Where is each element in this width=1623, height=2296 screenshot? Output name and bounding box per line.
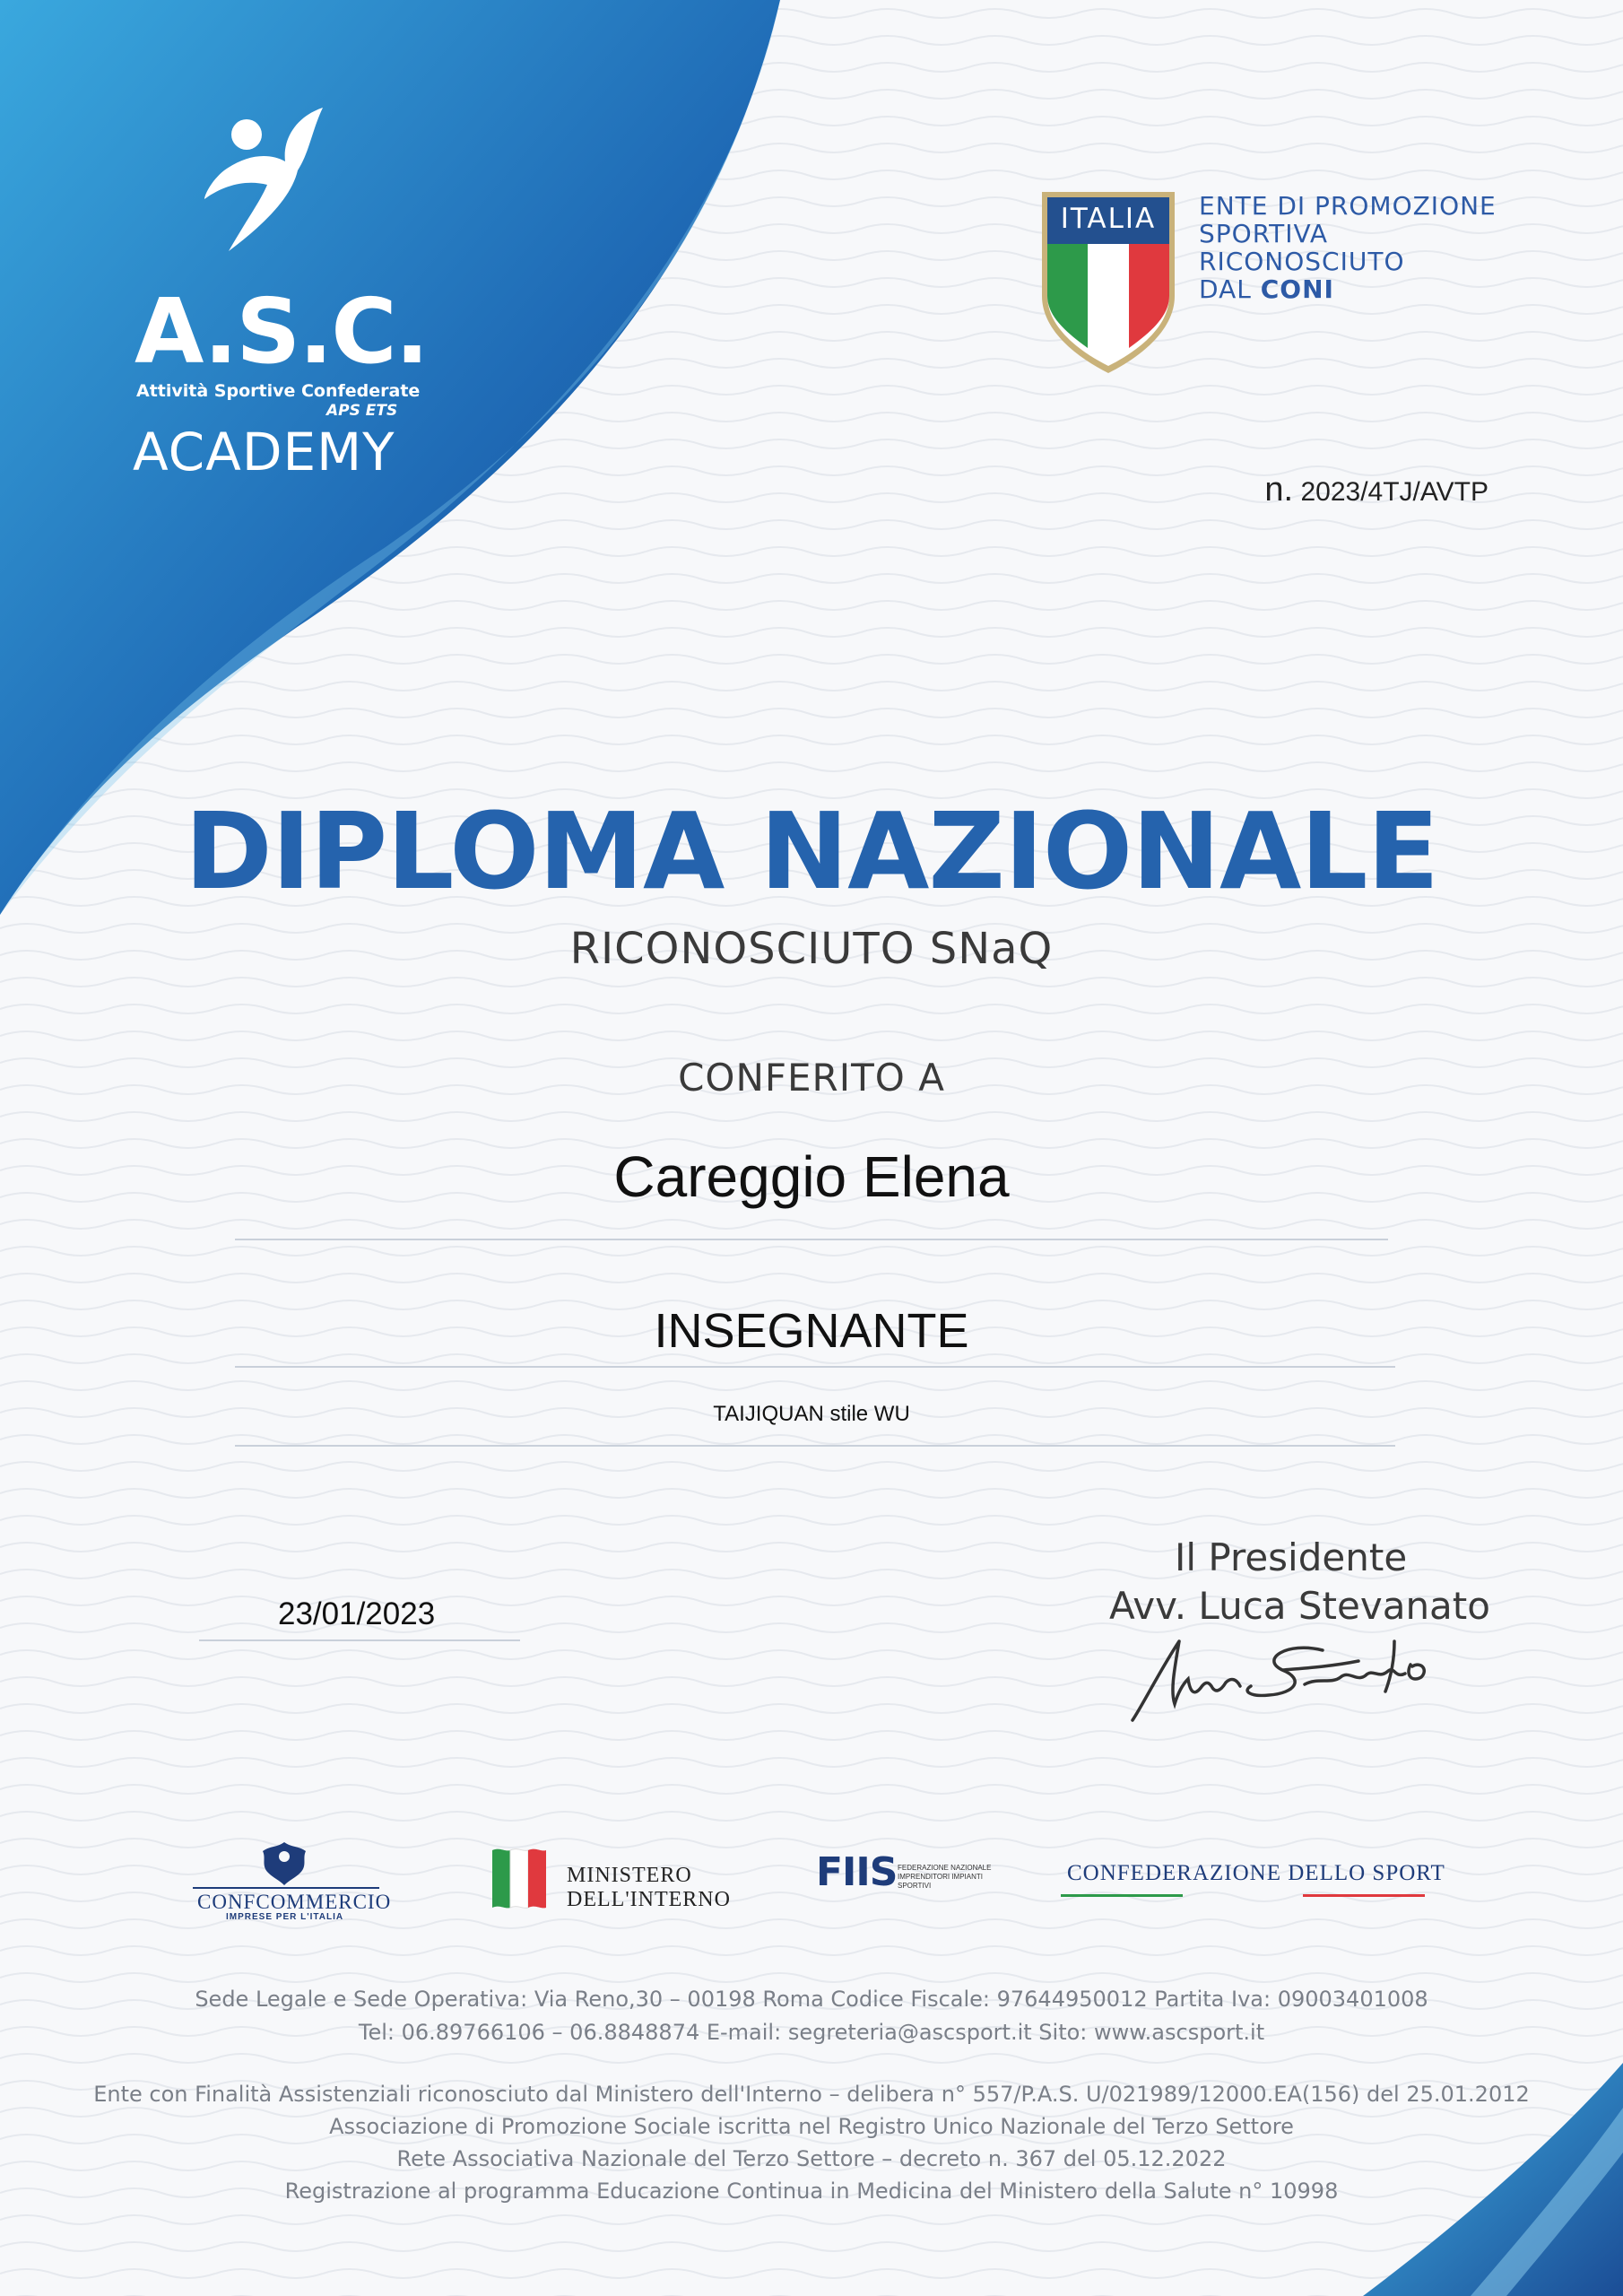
issue-date: 23/01/2023 xyxy=(278,1596,436,1631)
confcommercio-underline xyxy=(193,1887,379,1889)
certificate-number xyxy=(1264,471,1488,509)
divider xyxy=(235,1445,1395,1447)
footer-address: Sede Legale e Sede Operativa: Via Reno,30 – 00198 Roma Codice Fiscale: 97644950012 Partita Iva: 09003401008 xyxy=(195,1987,1428,2012)
shield-label: ITALIA xyxy=(1060,203,1157,235)
asc-logo xyxy=(126,99,428,493)
footer-legal-1: Ente con Finalità Assistenziali riconosciuto dal Ministero dell'Interno – delibera n° 557/P.A.S. U/021989/12000.EA(156) del 25.01.2012 xyxy=(93,2082,1530,2107)
date-underline xyxy=(199,1639,520,1641)
president-name: Avv. Luca Stevanato xyxy=(1109,1584,1490,1628)
footer-contacts: Tel: 06.89766106 – 06.8848874 E-mail: segreteria@ascsport.it Sito: www.ascsport.it xyxy=(358,2020,1265,2045)
fiis-logo: FIIS xyxy=(816,1849,898,1895)
coni-line-4-prefix: DAL xyxy=(1199,274,1261,304)
diploma-subtitle: RICONOSCIUTO SNaQ xyxy=(569,924,1054,974)
asc-letters: A.S.C. xyxy=(135,279,428,384)
ministero-line-2: DELL'INTERNO xyxy=(567,1888,731,1911)
ministero-line-1: MINISTERO xyxy=(567,1864,692,1887)
confederazione-sport-logo: CONFEDERAZIONE DELLO SPORT xyxy=(1067,1861,1445,1885)
divider xyxy=(235,1366,1395,1368)
footer-legal-2: Associazione di Promozione Sociale iscritta nel Registro Unico Nazionale del Terzo Settore xyxy=(329,2114,1294,2139)
confcommercio-emblem-icon xyxy=(256,1839,313,1887)
coni-recognition xyxy=(1199,192,1497,303)
confcommercio-logo: CONFCOMMERCIO xyxy=(197,1891,392,1913)
role: INSEGNANTE xyxy=(654,1304,969,1358)
diploma-title: DIPLOMA NAZIONALE xyxy=(184,789,1439,913)
italia-shield xyxy=(1038,188,1178,377)
number-prefix: n. xyxy=(1264,471,1294,509)
number-value: 2023/4TJ/AVTP xyxy=(1300,477,1488,507)
coni-line-3: RICONOSCIUTO xyxy=(1199,247,1405,276)
coni-line-2: SPORTIVA xyxy=(1199,219,1328,248)
cds-green-line xyxy=(1061,1894,1183,1897)
asc-aps-label: APS ETS xyxy=(326,402,398,420)
asc-academy-label: ACADEMY xyxy=(133,422,395,483)
signature-image xyxy=(1125,1614,1457,1731)
runner-icon xyxy=(197,99,332,260)
footer-legal-3: Rete Associativa Nazionale del Terzo Settore – decreto n. 367 del 05.12.2022 xyxy=(396,2146,1227,2171)
asc-subtitle: Attività Sportive Confederate xyxy=(136,381,421,401)
ministero-interno-logo xyxy=(567,1864,731,1912)
coni-line-4 xyxy=(1199,275,1497,303)
footer-legal-4: Registrazione al programma Educazione Continua in Medicina del Ministero della Salute n° 10998 xyxy=(284,2179,1339,2204)
coni-bold: CONI xyxy=(1260,274,1334,304)
coni-line-1: ENTE DI PROMOZIONE xyxy=(1199,191,1497,221)
recipient-name: Careggio Elena xyxy=(613,1144,1010,1209)
ministero-flag-icon xyxy=(490,1845,548,1911)
confcommercio-subtitle: IMPRESE PER L'ITALIA xyxy=(226,1912,344,1922)
discipline: TAIJIQUAN stile WU xyxy=(713,1402,910,1426)
conferred-to-label: CONFERITO A xyxy=(678,1056,945,1100)
president-title: Il Presidente xyxy=(1175,1535,1408,1579)
fiis-description: FEDERAZIONE NAZIONALE IMPRENDITORI IMPIANTI SPORTIVI xyxy=(898,1864,992,1890)
cds-red-line xyxy=(1303,1894,1425,1897)
divider xyxy=(235,1239,1388,1240)
